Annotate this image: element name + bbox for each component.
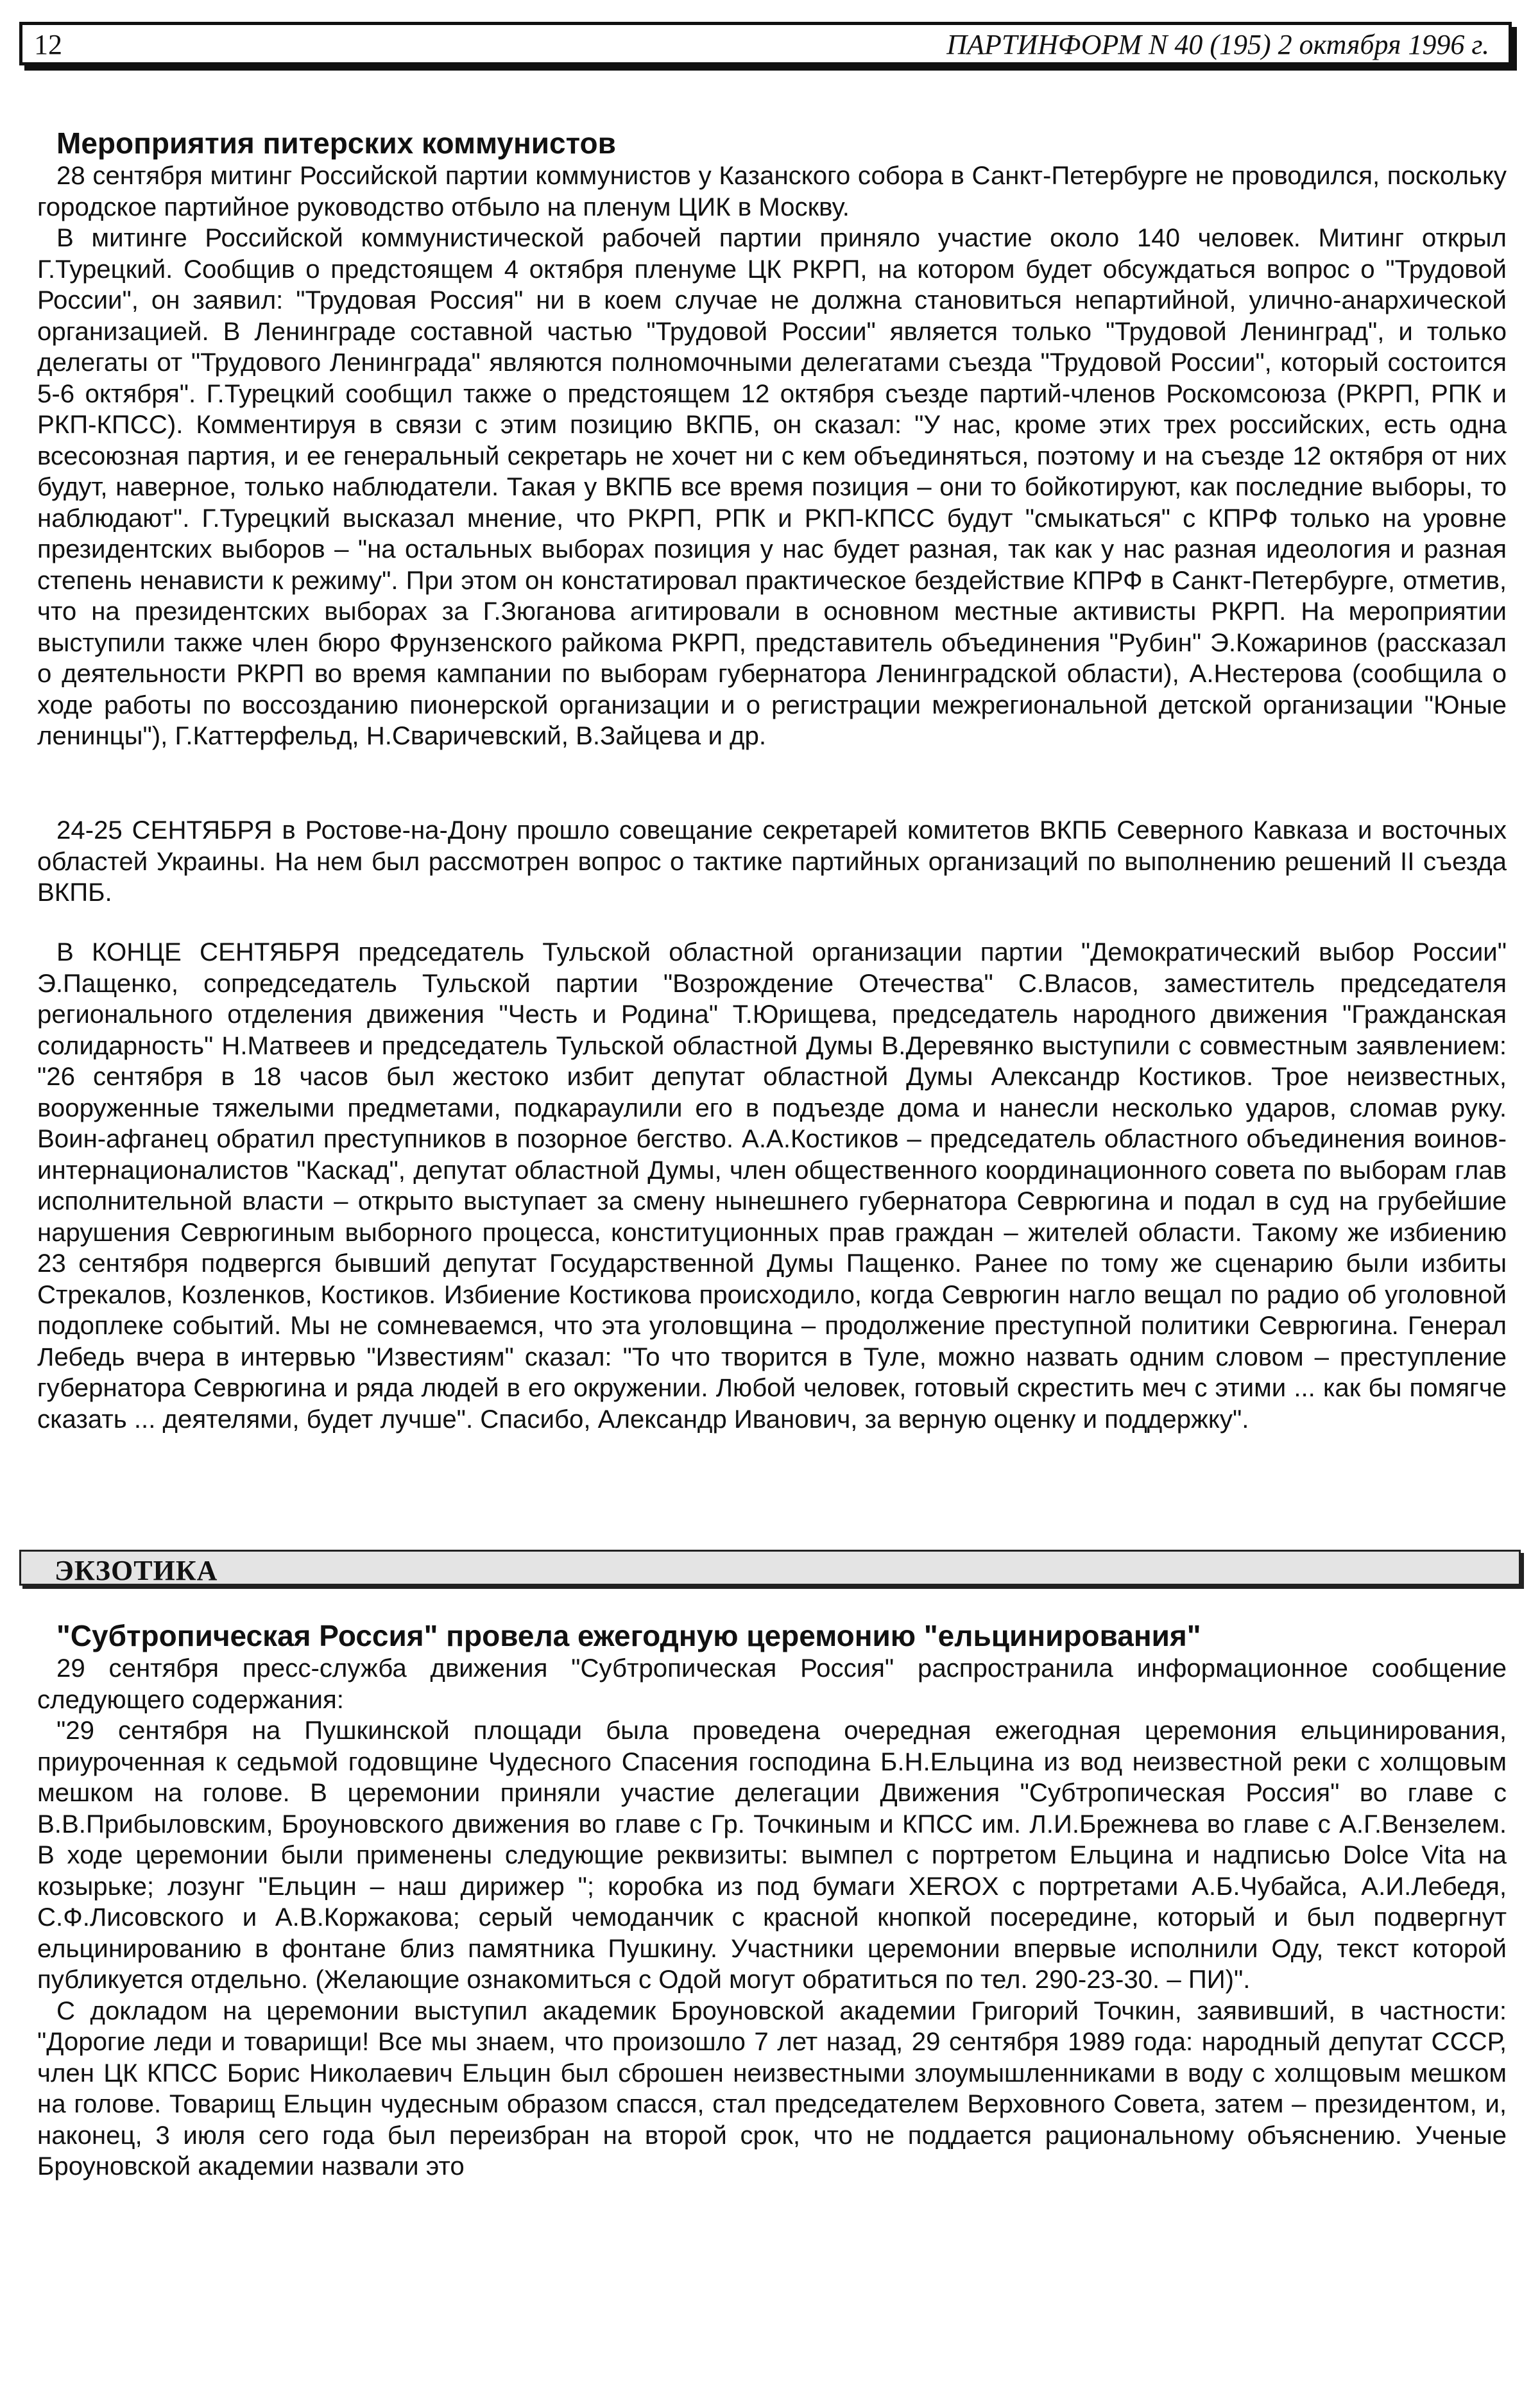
page-header bbox=[19, 22, 1512, 65]
paragraph: В митинге Российской коммунистической рабочей партии приняло участие около 140 человек. Митинг открыл Г.Турецкий. Сообщив о предстоящем 4 октября пленуме ЦК РКРП, на котором будет обсуждаться вопрос о "Трудовой России", он заявил: "Трудовая Россия" ни в коем случае не должна становиться непартийной, улично-анархической организацией. В Ленинграде составной частью "Трудовой России" является только "Трудовой Ленинград", и только делегаты от "Трудового Ленинграда" являются полномочными делегатами съезда "Трудовой России", который состоится 5-6 октября". Г.Турецкий сообщил также о предстоящем 12 октября съезде партий-членов Роскомсоюза (РКРП, РПК и РКП-КПСС). Комментируя в связи с этим позицию ВКПБ, он сказал: "У нас, кроме этих трех российских, есть одна всесоюзная партия, и ее генеральный секретарь не хочет ни с кем объединяться, поэтому и на съезде 12 октября от них будут, наверное, только наблюдатели. Такая у ВКПБ все время позиция – они то бойкотируют, как последние выборы, то наблюдают". Г.Турецкий высказал мнение, что РКРП, РПК и РКП-КПСС будут "смыкаться" с КПРФ только на уровне президентских выборов – "на остальных выборах позиция у нас будет разная, так как у нас разная идеология и разная степень ненависти к режиму". При этом он констатировал практическое бездействие КПРФ в Санкт-Петербурге, отметив, что на президентских выборах за Г.Зюганова агитировали в основном местные активисты РКРП. На мероприятии выступили также член бюро Фрунзенского райкома РКРП, представитель объединения "Рубин" Э.Кожаринов (рассказал о деятельности РКРП во время кампании по выборам губернатора Ленинградской области), А.Нестерова (сообщила о ходе работы по воссозданию пионерской организации и о регистрации межрегиональной детской организации "Юные ленинцы"), Г.Каттерфельд, Н.Сваричевский, В.Зайцева и др. bbox=[37, 223, 1507, 750]
paragraph: 28 сентября митинг Российской партии коммунистов у Казанского собора в Санкт-Петербурге не проводился, поскольку городское партийное руководство отбыло на пленум ЦИК в Москву. bbox=[37, 161, 1507, 221]
page-number: 12 bbox=[34, 29, 62, 60]
paragraph: В КОНЦЕ СЕНТЯБРЯ председатель Тульской областной организации партии "Демократический выбор России" Э.Пащенко, сопредседатель Тульской партии "Возрождение Отечества" С.Власов, заместитель председателя регионального отделения движения "Честь и Родина" Т.Юрищева, председатель народного движения "Гражданская солидарность" Н.Матвеев и председатель Тульской областной Думы В.Деревянко выступили с совместным заявлением: "26 сентября в 18 часов был жестоко избит депутат областной Думы Александр Костиков. Трое неизвестных, вооруженные тяжелыми предметами, подкараулили его в подъезде дома и нанесли несколько ударов, сломав руку. Воин-афганец обратил преступников в позорное бегство. А.А.Костиков – председатель областного объединения воинов-интернационалистов "Каскад", депутат областной Думы, член общественного координационного совета по выборам глав исполнительной власти – открыто выступает за смену нынешнего губернатора Севрюгина и подал в суд на грубейшие нарушения Севрюгиным выборного процесса, конституционных прав граждан – жителей области. Такому же избиению 23 сентября подвергся бывший депутат Государственной Думы Пащенко. Ранее по тому же сценарию были избиты Стрекалов, Козленков, Костиков. Избиение Костикова происходило, когда Севрюгин нагло вещал по радио об уголовной подоплеке событий. Мы не сомневаемся, что эта уголовщина – продолжение преступной политики Севрюгина. Генерал Лебедь вчера в интервью "Известиям" сказал: "То что творится в Туле, можно назвать одним словом – преступление губернатора Севрюгина и ряда людей в его окружении. Любой человек, готовый скрестить меч с этими ... как бы помягче сказать ... деятелями, будет лучше". Спасибо, Александр Иванович, за верную оценку и поддержку". bbox=[37, 938, 1507, 1434]
paragraph: 24-25 СЕНТЯБРЯ в Ростове-на-Дону прошло совещание секретарей комитетов ВКПБ Северного Кавказа и восточных областей Украины. На нем был рассмотрен вопрос о тактике партийных организаций по выполнению решений II съезда ВКПБ. bbox=[37, 816, 1507, 907]
article-title: "Субтропическая Россия" провела ежегодную церемонию "ельцинирования" bbox=[56, 1619, 1201, 1652]
article-subtropical-russia bbox=[37, 1618, 1507, 2182]
section-title: ЭКЗОТИКА bbox=[55, 1555, 218, 1586]
article-title: Мероприятия питерских коммунистов bbox=[56, 126, 616, 160]
paragraph: 29 сентября пресс-служба движения "Субтропическая Россия" распространила информационное сообщение следующего содержания: bbox=[37, 1654, 1507, 1714]
article-rostov bbox=[37, 815, 1507, 909]
article-tula bbox=[37, 937, 1507, 1435]
article-body bbox=[37, 815, 1507, 909]
article-body bbox=[37, 1653, 1507, 2182]
article-body bbox=[37, 937, 1507, 1435]
article-spb-communists bbox=[37, 126, 1507, 752]
article-body bbox=[37, 160, 1507, 752]
paragraph: "29 сентября на Пушкинской площади была проведена очередная ежегодная церемония ельцинирования, приуроченная к седьмой годовщине Чудесного Спасения господина Б.Н.Ельцина из вод неизвестной реки с холщовым мешком на голове. В церемонии приняли участие делегации Движения "Субтропическая Россия" во главе с В.В.Прибыловским, Броуновского движения во главе с Гр. Точкиным и КПСС им. Л.И.Брежнева во главе с А.Г.Вензелем. В ходе церемонии были применены следующие реквизиты: вымпел с портретом Ельцина и надписью Dolce Vita на козырьке; лозунг "Ельцин – наш дирижер "; коробка из под бумаги XEROX с портретами А.Б.Чубайса, А.И.Лебедя, С.Ф.Лисовского и А.В.Коржакова; серый чемоданчик с красной кнопкой посередине, который и был подвергнут ельцинированию в фонтане близ памятника Пушкину. Участники церемонии впервые исполнили Оду, текст которой публикуется отдельно. (Желающие ознакомиться с Одой могут обратиться по тел. 290-23-30. – ПИ)". bbox=[37, 1716, 1507, 1994]
section-header bbox=[19, 1550, 1521, 1586]
issue-info: ПАРТИНФОРМ N 40 (195) 2 октября 1996 г. bbox=[946, 29, 1489, 60]
paragraph: С докладом на церемонии выступил академик Броуновской академии Григорий Точкин, заявивший, в частности: "Дорогие леди и товарищи! Все мы знаем, что произошло 7 лет назад, 29 сентября 1989 года: народный депутат СССР, член ЦК КПСС Борис Николаевич Ельцин был сброшен неизвестными злоумышленниками в воду с холщовым мешком на голове. Товарищ Ельцин чудесным образом спасся, стал председателем Верховного Совета, затем – президентом, и, наконец, 3 июля сего года был переизбран на второй срок, что не поддается рациональному объяснению. Ученые Броуновской академии назвали это bbox=[37, 1996, 1507, 2181]
